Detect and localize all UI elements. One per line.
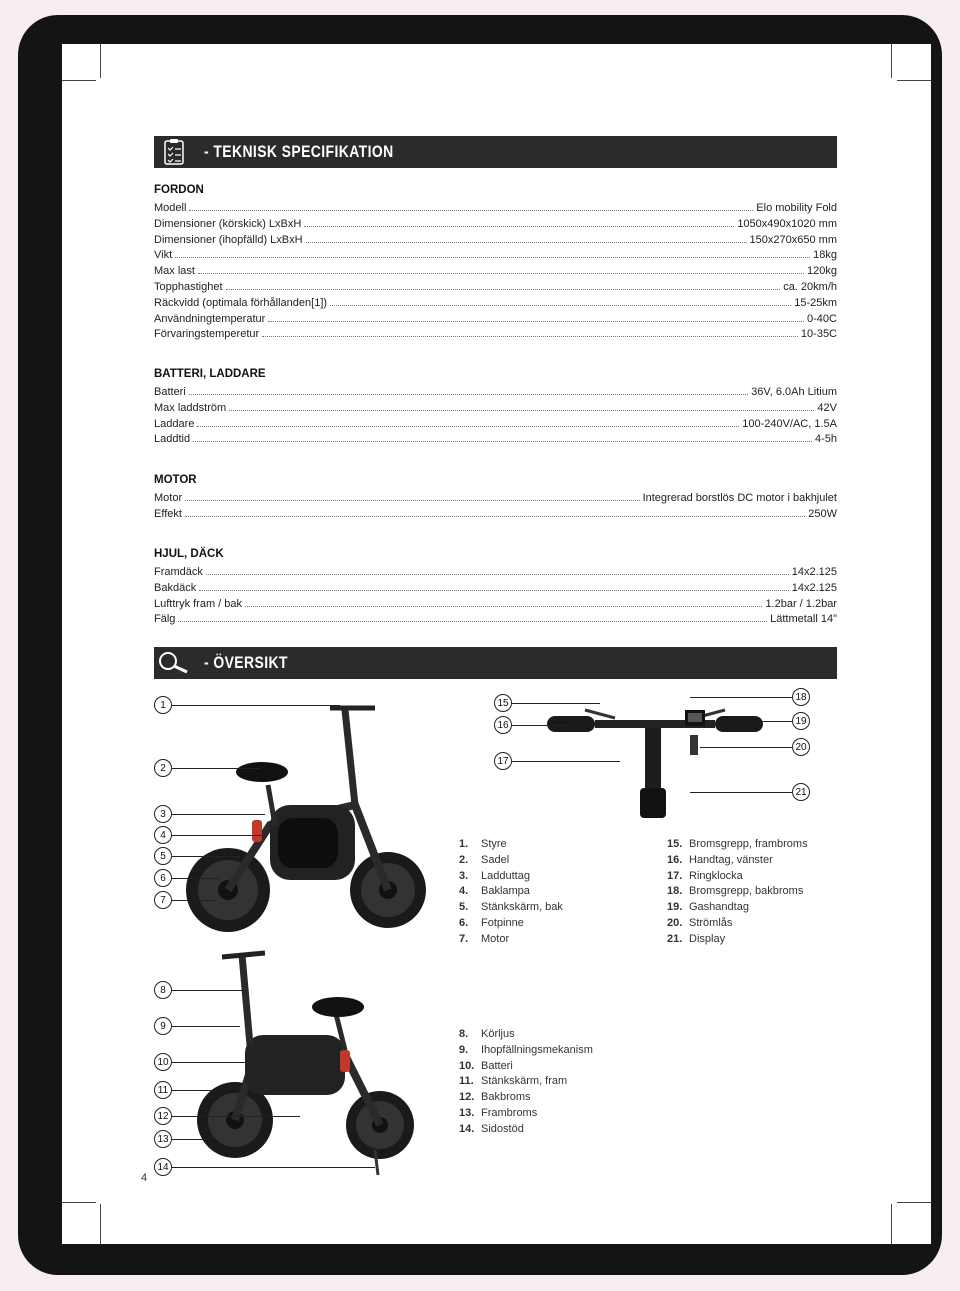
part-number: 11. <box>459 1075 474 1088</box>
callout-marker: 13 <box>154 1130 172 1148</box>
part-list-item <box>459 1090 593 1106</box>
part-list-item <box>459 916 563 932</box>
spec-label: Användningtemperatur <box>154 312 266 325</box>
callout-leader-line <box>172 878 220 879</box>
dot-leader <box>193 441 812 442</box>
spec-value: Elo mobility Fold <box>756 202 837 214</box>
callout-marker: 15 <box>494 694 512 712</box>
part-list-item <box>459 853 563 869</box>
part-list-item <box>459 900 563 916</box>
part-list-item <box>459 884 563 900</box>
dot-leader <box>268 321 804 322</box>
callout-marker: 1 <box>154 696 172 714</box>
callout-leader-line <box>172 990 245 991</box>
spec-label: Modell <box>154 202 187 214</box>
spec-label: Effekt <box>154 507 182 520</box>
part-number: 9. <box>459 1043 469 1056</box>
callout-marker: 10 <box>154 1053 172 1071</box>
spec-label: Laddare <box>154 417 195 430</box>
spec-label: Max last <box>154 265 195 278</box>
crop-mark <box>100 44 101 78</box>
part-number: 15. <box>667 838 683 850</box>
spec-label: Framdäck <box>154 566 203 578</box>
spec-row <box>154 418 837 434</box>
part-number: 13. <box>459 1106 475 1119</box>
section-heading: FORDON <box>154 184 204 196</box>
callout-leader-line <box>512 761 620 762</box>
crop-mark <box>100 1204 101 1244</box>
spec-value: ca. 20km/h <box>783 280 837 293</box>
part-label: Gashandtag <box>689 901 749 914</box>
callout-marker: 19 <box>792 712 810 730</box>
callout-leader-line <box>172 856 240 857</box>
part-label: Stänkskärm, fram <box>481 1075 568 1088</box>
spec-row <box>154 402 837 418</box>
spec-row <box>154 202 837 218</box>
callout-leader-line <box>690 792 792 793</box>
parts-list-a <box>459 837 563 948</box>
spec-label: Batteri <box>154 386 186 398</box>
callout-leader-line <box>172 1116 300 1117</box>
section-fordon <box>154 184 837 344</box>
spec-value: 1.2bar / 1.2bar <box>765 597 837 610</box>
spec-label: Lufttryk fram / bak <box>154 597 243 610</box>
callout-marker: 3 <box>154 805 172 823</box>
spec-row <box>154 265 837 281</box>
bike-rear-view <box>180 935 420 1180</box>
spec-label: Fälg <box>154 613 176 626</box>
magnifier-icon <box>154 647 194 679</box>
spec-banner <box>154 136 837 168</box>
part-label: Frambroms <box>481 1106 538 1119</box>
part-list-item <box>459 1106 593 1122</box>
overview-banner <box>154 647 837 679</box>
part-number: 19. <box>667 901 683 914</box>
part-number: 14. <box>459 1122 475 1135</box>
spec-value: 0-40C <box>807 312 837 325</box>
spec-value: 120kg <box>807 265 837 278</box>
part-label: Sidostöd <box>481 1122 524 1135</box>
part-list-item <box>667 884 808 900</box>
part-number: 17. <box>667 869 683 882</box>
section-batteri <box>154 368 837 449</box>
callout-leader-line <box>172 1139 210 1140</box>
spec-value: 4-5h <box>814 433 837 446</box>
part-number: 18. <box>667 885 683 898</box>
dot-leader <box>245 606 762 607</box>
part-label: Motor <box>481 932 510 945</box>
clipboard-checklist-icon <box>154 136 194 168</box>
spec-value: 100-240V/AC, 1.5A <box>742 417 837 430</box>
callout-leader-line <box>172 814 265 815</box>
part-label: Baklampa <box>481 885 530 898</box>
spec-value: 14x2.125 <box>791 581 837 594</box>
dot-leader <box>175 257 810 258</box>
callout-leader-line <box>700 747 792 748</box>
callout-leader-line <box>172 1062 275 1063</box>
part-label: Display <box>689 932 726 945</box>
part-list-item <box>459 1043 593 1059</box>
dot-leader <box>199 590 789 591</box>
part-list-item <box>459 932 563 948</box>
section-motor <box>154 474 837 524</box>
callout-leader-line <box>172 768 260 769</box>
part-label: Strömlås <box>689 916 733 929</box>
crop-mark <box>62 80 96 81</box>
crop-mark <box>897 1202 931 1203</box>
spec-row <box>154 582 837 598</box>
spec-label: Laddtid <box>154 433 191 446</box>
part-list-item <box>667 837 808 853</box>
crop-mark <box>62 1202 96 1203</box>
part-number: 8. <box>459 1028 469 1040</box>
spec-label: Topphastighet <box>154 280 223 293</box>
callout-marker: 21 <box>792 783 810 801</box>
part-number: 5. <box>459 901 469 914</box>
callout-marker: 7 <box>154 891 172 909</box>
callout-leader-line <box>172 1026 240 1027</box>
spec-value: 18kg <box>813 249 837 262</box>
dot-leader <box>229 410 814 411</box>
section-heading: MOTOR <box>154 474 197 486</box>
overview-banner-title: - ÖVERSIKT <box>204 653 288 672</box>
dot-leader <box>189 394 748 395</box>
part-list-item <box>667 853 808 869</box>
callout-leader-line <box>172 1090 220 1091</box>
callout-leader-line <box>172 900 215 901</box>
part-label: Bromsgrepp, bakbroms <box>689 885 804 898</box>
part-number: 20. <box>667 916 683 929</box>
spec-label: Motor <box>154 492 183 504</box>
parts-list-c <box>459 1027 593 1138</box>
part-label: Ringklocka <box>689 869 743 882</box>
spec-row <box>154 613 837 629</box>
part-number: 12. <box>459 1091 475 1104</box>
dot-leader <box>306 242 747 243</box>
part-list-item <box>459 837 563 853</box>
spec-value: Lättmetall 14" <box>770 613 837 626</box>
callout-marker: 2 <box>154 759 172 777</box>
spec-row <box>154 386 837 402</box>
part-number: 16. <box>667 853 683 866</box>
part-label: Ihopfällningsmekanism <box>481 1043 593 1056</box>
spec-value: 36V, 6.0Ah Litium <box>751 386 837 398</box>
callout-marker: 17 <box>494 752 512 770</box>
crop-mark <box>897 80 931 81</box>
callout-leader-line <box>172 835 262 836</box>
part-label: Stänkskärm, bak <box>481 901 563 914</box>
part-list-item <box>459 869 563 885</box>
part-number: 7. <box>459 932 469 945</box>
spec-row <box>154 492 837 508</box>
callout-marker: 11 <box>154 1081 172 1099</box>
part-number: 1. <box>459 838 469 850</box>
callout-marker: 16 <box>494 716 512 734</box>
spec-label: Förvaringstemperetur <box>154 328 260 341</box>
callout-marker: 18 <box>792 688 810 706</box>
spec-value: 250W <box>808 507 837 520</box>
part-label: Sadel <box>481 853 510 866</box>
callout-marker: 20 <box>792 738 810 756</box>
spec-label: Dimensioner (körskick) LxBxH <box>154 217 302 230</box>
parts-list-b <box>667 837 808 948</box>
part-list-item <box>667 916 808 932</box>
spec-row <box>154 281 837 297</box>
callout-marker: 12 <box>154 1107 172 1125</box>
part-label: Bakbroms <box>481 1091 531 1104</box>
spec-row <box>154 249 837 265</box>
callout-marker: 9 <box>154 1017 172 1035</box>
part-list-item <box>459 1059 593 1075</box>
spec-value: 42V <box>817 401 837 414</box>
spec-value: Integrerad borstlös DC motor i bakhjulet <box>642 492 837 504</box>
part-label: Batteri <box>481 1059 513 1072</box>
part-list-item <box>667 932 808 948</box>
callout-marker: 4 <box>154 826 172 844</box>
callout-leader-line <box>512 703 600 704</box>
callout-marker: 6 <box>154 869 172 887</box>
callout-marker: 8 <box>154 981 172 999</box>
part-label: Ladduttag <box>481 869 530 882</box>
part-number: 2. <box>459 853 469 866</box>
dot-leader <box>197 426 739 427</box>
spec-value: 15-25km <box>794 296 837 309</box>
spec-row <box>154 328 837 344</box>
part-number: 3. <box>459 869 469 882</box>
spec-row <box>154 234 837 250</box>
spec-row <box>154 313 837 329</box>
section-hjul <box>154 548 837 629</box>
part-list-item <box>459 1122 593 1138</box>
part-list-item <box>667 900 808 916</box>
crop-mark <box>891 1204 892 1244</box>
part-label: Fotpinne <box>481 916 524 929</box>
spec-row <box>154 566 837 582</box>
dot-leader <box>198 273 804 274</box>
dot-leader <box>304 226 734 227</box>
spec-row <box>154 433 837 449</box>
part-number: 10. <box>459 1059 475 1072</box>
part-list-item <box>459 1027 593 1043</box>
handlebar-view <box>545 700 765 825</box>
spec-banner-title: - TEKNISK SPECIFIKATION <box>204 142 394 161</box>
part-list-item <box>667 869 808 885</box>
part-number: 6. <box>459 916 469 929</box>
spec-value: 10-35C <box>800 328 837 341</box>
dot-leader <box>185 500 639 501</box>
spec-row <box>154 218 837 234</box>
part-label: Styre <box>481 838 507 850</box>
crop-mark <box>891 44 892 78</box>
callout-leader-line <box>512 725 570 726</box>
spec-label: Dimensioner (ihopfälld) LxBxH <box>154 233 303 246</box>
part-list-item <box>459 1074 593 1090</box>
dot-leader <box>330 305 791 306</box>
dot-leader <box>262 336 798 337</box>
section-heading: BATTERI, LADDARE <box>154 368 266 380</box>
part-number: 4. <box>459 885 469 898</box>
spec-label: Bakdäck <box>154 581 197 594</box>
callout-marker: 14 <box>154 1158 172 1176</box>
page-number: 4 <box>141 1172 148 1184</box>
spec-label: Vikt <box>154 249 173 262</box>
part-label: Körljus <box>481 1028 515 1040</box>
part-label: Handtag, vänster <box>689 853 773 866</box>
callout-leader-line <box>760 721 792 722</box>
spec-label: Max laddström <box>154 401 227 414</box>
spec-row <box>154 598 837 614</box>
spec-value: 150x270x650 mm <box>749 233 837 246</box>
spec-row <box>154 297 837 313</box>
callout-leader-line <box>172 705 340 706</box>
dot-leader <box>206 574 789 575</box>
part-number: 21. <box>667 932 683 945</box>
part-label: Bromsgrepp, frambroms <box>689 838 808 850</box>
dot-leader <box>185 516 805 517</box>
section-heading: HJUL, DÄCK <box>154 548 224 560</box>
spec-row <box>154 508 837 524</box>
dot-leader <box>178 621 767 622</box>
dot-leader <box>226 289 781 290</box>
spec-label: Räckvidd (optimala förhållanden[1]) <box>154 296 328 309</box>
callout-leader-line <box>172 1167 375 1168</box>
dot-leader <box>189 210 753 211</box>
spec-value: 1050x490x1020 mm <box>737 217 837 230</box>
spec-value: 14x2.125 <box>791 566 837 578</box>
callout-marker: 5 <box>154 847 172 865</box>
callout-leader-line <box>690 697 792 698</box>
